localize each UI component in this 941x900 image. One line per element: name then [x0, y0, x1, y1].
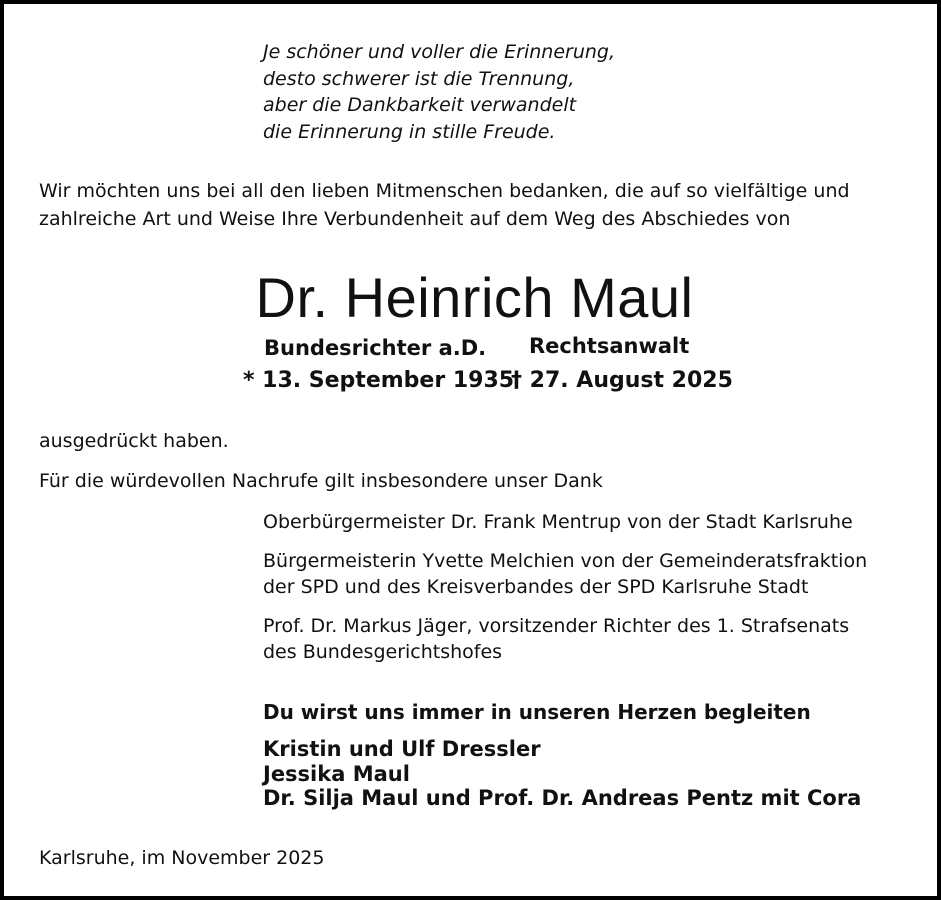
death-date: † 27. August 2025	[511, 368, 733, 393]
intro-line: Wir möchten uns bei all den lieben Mitmenschen bedanken, die auf so vielfältige und	[39, 180, 850, 202]
signer: Jessika Maul	[263, 761, 410, 786]
poem-line: desto schwerer ist die Trennung,	[263, 67, 575, 90]
acknowledgement-line: Oberbürgermeister Dr. Frank Mentrup von der Stadt Karlsruhe	[263, 511, 853, 533]
poem	[263, 39, 615, 145]
place-date: Karlsruhe, im November 2025	[39, 847, 325, 869]
acknowledgement-item	[263, 548, 867, 600]
poem-line: die Erinnerung in stille Freude.	[263, 120, 556, 143]
intro-line: zahlreiche Art und Weise Ihre Verbundenheit auf dem Weg des Abschiedes von	[39, 208, 791, 230]
acknowledgement-item	[263, 509, 853, 535]
poem-line: Je schöner und voller die Erinnerung,	[263, 41, 616, 63]
signers-list	[263, 737, 861, 811]
deceased-title-judge: Bundesrichter a.D.	[264, 336, 487, 360]
closing-line: Du wirst uns immer in unseren Herzen begleiten	[263, 700, 811, 724]
poem-line: aber die Dankbarkeit verwandelt	[263, 94, 577, 116]
body-text-ausgedrueckt: ausgedrückt haben.	[39, 430, 229, 452]
body-text-dank: Für die würdevollen Nachrufe gilt insbesondere unser Dank	[39, 470, 603, 492]
acknowledgement-line: der SPD und des Kreisverbandes der SPD Karlsruhe Stadt	[263, 576, 809, 598]
intro-text	[39, 177, 850, 233]
birth-date: * 13. September 1935	[243, 368, 515, 393]
signer: Kristin und Ulf Dressler	[263, 737, 541, 761]
signer: Dr. Silja Maul und Prof. Dr. Andreas Pentz mit Cora	[263, 786, 862, 810]
deceased-title-lawyer: Rechtsanwalt	[529, 334, 690, 358]
acknowledgement-line: Prof. Dr. Markus Jäger, vorsitzender Richter des 1. Strafsenats	[263, 615, 850, 637]
acknowledgement-line: Bürgermeisterin Yvette Melchien von der Gemeinderatsfraktion	[263, 550, 868, 572]
acknowledgement-line: des Bundesgerichtshofes	[263, 641, 503, 663]
acknowledgement-item	[263, 613, 849, 665]
deceased-name: Dr. Heinrich Maul	[255, 266, 694, 329]
